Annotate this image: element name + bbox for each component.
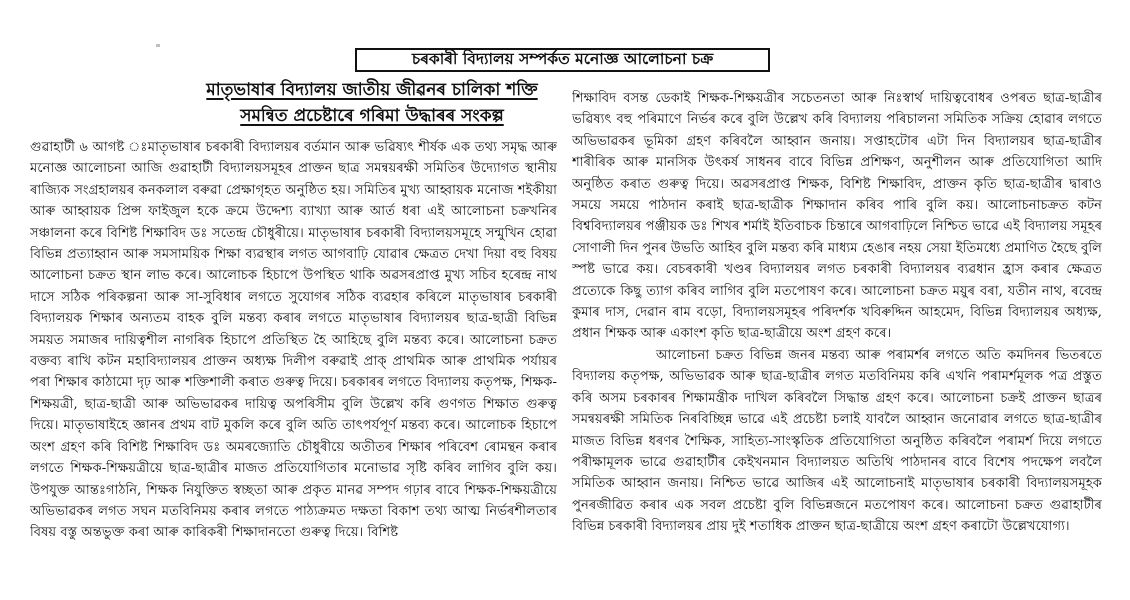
banner-title xyxy=(355,48,770,72)
headline-line-1: মাতৃভাষাৰ বিদ্যালয় জাতীয় জীৱনৰ চালিকা শক্তি xyxy=(206,80,538,100)
article-paragraph: শিক্ষাবিদ বসন্ত ডেকাই শিক্ষক-শিক্ষয়ত্ৰীৰ সচেতনতা আৰু নিঃস্বাৰ্থ দায়িত্ববোধৰ ওপৰত ছাত্ৰ-ছাত্ৰীৰ ভৱিষ্যৎ বহু পৰিমাণে নিৰ্ভৰ কৰে বুলি উল্লেখ কৰি বিদ্যালয় পৰিচালনা সমিতিক সক্ৰিয় হোৱাৰ লগতে অভিভাৱকৰ ভূমিকা গ্ৰহণ কৰিবলৈ আহ্বান জনায়। সপ্তাহটোৰ এটা দিন বিদ্যালয়ৰ ছাত্ৰ-ছাত্ৰীৰ শাৰীৰিক আৰু মানসিক উৎকৰ্ষ সাধনৰ বাবে বিভিন্ন প্ৰশিক্ষণ, অনুশীলন আৰু প্ৰতিযোগিতা আদি অনুষ্ঠিত কৰাত গুৰুত্ব দিয়ে। অৱসৰপ্ৰাপ্ত শিক্ষক, বিশিষ্ট শিক্ষাবিদ, প্ৰাক্তন কৃতি ছাত্ৰ-ছাত্ৰীৰ দ্বাৰাও সময়ে সময়ে পাঠদান কৰাই ছাত্ৰ-ছাত্ৰীক শিক্ষাদান কৰিব পাৰি বুলি কয়। আলোচনাচক্ৰত কটন বিশ্ববিদ্যালয়ৰ পঞ্জীয়ক ডঃ শিখৰ শৰ্মাই ইতিবাচক চিন্তাৰে আগবাঢ়িলে নিশ্চিত ভাৱে এই বিদ্যালয় সমূহৰ সোণালী দিন পুনৰ উভতি আহিব বুলি মন্তব্য কৰি মাধ্যম হেঙাৰ নহয় সেয়া ইতিমধ্যে প্ৰমাণিত হৈছে বুলি স্পষ্ট ভাৱে কয়। বেচৰকাৰী খণ্ডৰ বিদ্যালয়ৰ লগত চৰকাৰী বিদ্যালয়ৰ ব্যৱধান হ্ৰাস কৰাৰ ক্ষেত্ৰত প্ৰত্যেকে কিছু ত্যাগ কৰিব লাগিব বুলি মতপোষণ কৰে। আলোচনা চক্ৰত ময়ুৰ বৰা, যতীন নাথ, ৰবেন্দ্ৰ কুমাৰ দাস, দেৱান ৰাম বড়ো, বিদ্যালয়সমূহৰ পৰিদৰ্শক খবিৰুদ্দিন আহমেদ, বিভিন্ন বিদ্যালয়ৰ অধ্যক্ষ, প্ৰধান শিক্ষক আৰু একাংশ কৃতি ছাত্ৰ-ছাত্ৰীয়ে অংশ গ্ৰহণ কৰে। xyxy=(572,91,1102,342)
headline-line-2: সমন্বিত প্ৰচেষ্টাৰে গৰিমা উদ্ধাৰৰ সংকল্প xyxy=(240,106,504,126)
article-left-column xyxy=(30,137,557,562)
banner-title-text: চৰকাৰী বিদ্যালয় সম্পৰ্কত মনোজ্ঞ আলোচনা চক্ৰ xyxy=(411,50,714,68)
speck xyxy=(156,44,160,47)
article-right-column xyxy=(572,88,1102,560)
headline xyxy=(192,77,552,129)
article-paragraph: আলোচনা চক্ৰত বিভিন্ন জনৰ মন্তব্য আৰু পৰামৰ্শৰ লগতে অতি কমদিনৰ ভিতৰতে বিদ্যালয় কতৃপক্ষ, অভিভাৱক আৰু ছাত্ৰ-ছাত্ৰীৰ লগত মতবিনিময় কৰি এখনি পৰামৰ্শমূলক পত্ৰ প্ৰস্তুত কৰি অসম চৰকাৰৰ শিক্ষামন্ত্ৰীক দাখিল কৰিবলৈ সিদ্ধান্ত গ্ৰহণ কৰে। আলোচনা চক্ৰই প্ৰাক্তন ছাত্ৰৰ সমন্বয়ৰক্ষী সমিতিক নিৰবিচ্ছিন্ন ভাৱে এই প্ৰচেষ্টা চলাই যাবলৈ আহ্বান জনোৱাৰ লগতে ছাত্ৰ-ছাত্ৰীৰ মাজত বিভিন্ন ধৰণৰ শৈক্ষিক, সাহিত্য-সাংস্কৃতিক প্ৰতিযোগিতা অনুষ্ঠিত কৰিবলৈ পৰামৰ্শ দিয়ে লগতে পৰীক্ষামূলক ভাৱে গুৱাহাটীৰ কেইখনমান বিদ্যালয়ত অতিথি পাঠদানৰ বাবে বিশেষ পদক্ষেপ লবলৈ সমিতিক আহ্বান জনায়। নিশ্চিত ভাৱে আজিৰ এই আলোচনাই মাতৃভাষাৰ চৰকাৰী বিদ্যালয়সমূহক পুনৰজীৱিত কৰাৰ এক সবল প্ৰচেষ্টা বুলি বিভিন্নজনে মতপোষণ কৰে। আলোচনা চক্ৰত গুৱাহাটীৰ বিভিন্ন চৰকাৰী বিদ্যালয়ৰ প্ৰায় দুই শতাধিক প্ৰাক্তন ছাত্ৰ-ছাত্ৰীয়ে অংশ গ্ৰহণ কৰাটো উল্লেখযোগ্য। xyxy=(572,347,1102,535)
article-paragraph: গুৱাহাটী ৬ আগষ্ট ঃমাতৃভাষাৰ চৰকাৰী বিদ্যালয়ৰ বৰ্তমান আৰু ভৱিষ্যৎ শীৰ্ষক এক তথ্য সমৃদ্ধ আৰু মনোজ্ঞ আলোচনা আজি গুৱাহাটী বিদ্যালয়সমূহৰ প্ৰাক্তন ছাত্ৰ সমন্বয়ৰক্ষী সমিতিৰ উদ্যোগত স্থানীয় ৰাজ্যিক সংগ্ৰহালয়ৰ কনকলাল বৰুৱা প্ৰেক্ষাগৃহত অনুষ্ঠিত হয়। সমিতিৰ মুখ্য আহ্বায়ক মনোজ শইকীয়া আৰু আহ্বায়ক প্ৰিন্স ফাইজুল হকে ক্ৰমে উদ্দেশ্য ব্যাখ্যা আৰু আৰ্ত ধৰা এই আলোচনা চক্ৰখনিৰ সঞ্চালনা কৰে বিশিষ্ট শিক্ষাবিদ ডঃ সতেন্দ্ৰ চৌধুৰীয়ে। মাতৃভাষাৰ চৰকাৰী বিদ্যালয়সমূহে সন্মুখিন হোৱা বিভিন্ন প্ৰত্যাহ্বান আৰু সমসাময়িক শিক্ষা ব্যৱস্থাৰ লগত আগবাঢ়ি যোৱাৰ ক্ষেত্ৰত দেখা দিয়া বহু বিষয় আলোচনা চক্ৰত স্থান লাভ কৰে। আলোচক হিচাপে উপস্থিত থাকি অৱসৰপ্ৰাপ্ত মুখ্য সচিব হৰেন্দ্ৰ নাথ দাসে সঠিক পৰিকল্পনা আৰু সা-সুবিধাৰ লগতে সুযোগৰ সঠিক ব্যৱহাৰ কৰিলে মাতৃভাষাৰ চৰকাৰী বিদ্যালয়ক শিক্ষাৰ অন্যতম বাহক বুলি মন্তব্য কৰাৰ লগতে মাতৃভাষাৰ বিদ্যালয়ৰ ছাত্ৰ-ছাত্ৰী বিভিন্ন সময়ত সমাজৰ দায়িত্বশীল নাগৰিক হিচাপে প্ৰতিস্থিত হৈ আহিছে বুলি মন্তব্য কৰে। আলোচনা চক্ৰত বক্তব্য ৰাখি কটন মহাবিদ্যালয়ৰ প্ৰাক্তন অধ্যক্ষ দিলীপ বৰুৱাই প্ৰাক্ প্ৰাথমিক আৰু প্ৰাথমিক পৰ্যায়ৰ পৰা শিক্ষাৰ কাঠামো দৃঢ় আৰু শক্তিশালী কৰাত গুৰুত্ব দিয়ে। চৰকাৰৰ লগতে বিদ্যালয় কতৃপক্ষ, শিক্ষক-শিক্ষয়ত্ৰী, ছাত্ৰ-ছাত্ৰী আৰু অভিভাৱকৰ দায়িত্ব অপৰিসীম বুলি উল্লেখ কৰি গুণগত শিক্ষাত গুৰুত্ব দিয়ে। মাতৃভাষাইহে জ্ঞানৰ প্ৰথম বাট মুকলি কৰে বুলি অতি তাৎপৰ্যপূৰ্ণ মন্তব্য কৰে। আলোচক হিচাপে অংশ গ্ৰহণ কৰি বিশিষ্ট শিক্ষাবিদ ডঃ অমৰজ্যোতি চৌধুৰীয়ে অতীতৰ শিক্ষাৰ পৰিবেশ ৰোমন্থন কৰাৰ লগতে শিক্ষক-শিক্ষয়ত্ৰীয়ে ছাত্ৰ-ছাত্ৰীৰ মাজত প্ৰতিযোগিতাৰ মনোভাৱ সৃষ্টি কৰিব লাগিব বুলি কয়। উপযুক্ত আন্তঃগাঠনি, শিক্ষক নিযুক্তিত স্বচ্ছতা আৰু প্ৰকৃত মানৱ সম্পদ গঢ়াৰ বাবে শিক্ষক-শিক্ষয়ত্ৰীয়ে অভিভাৱকৰ লগত সঘন মতবিনিময় কৰাৰ লগতে পাঠ্যক্ৰমত দক্ষতা বিকাশ তথ্য আত্ম নিৰ্ভৰশীলতাৰ বিষয় বস্তু অন্তভুক্ত কৰা আৰু কাৰিকৰী শিক্ষাদানতো গুৰুত্ব দিয়ে। বিশিষ্ট xyxy=(30,140,557,541)
